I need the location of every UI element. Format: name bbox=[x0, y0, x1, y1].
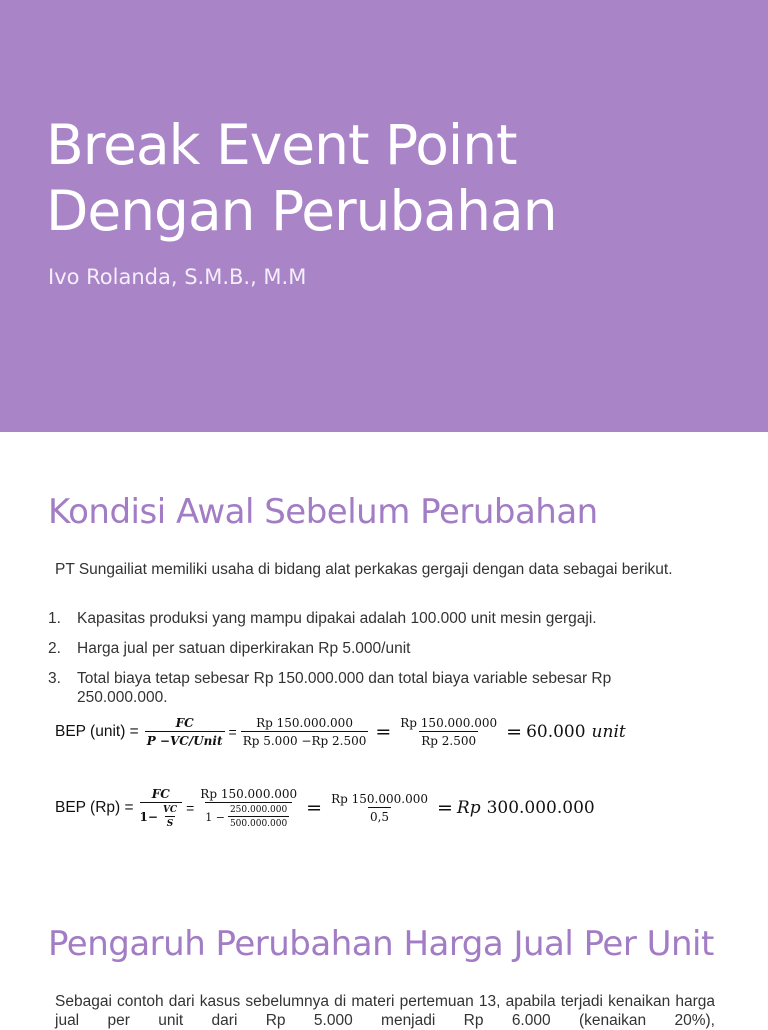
fraction-numerator: FC bbox=[175, 716, 194, 730]
equals-sign: = bbox=[436, 797, 453, 819]
fraction-denominator: S bbox=[165, 816, 176, 829]
list-item bbox=[48, 639, 688, 658]
fraction-numerator: Rp 150.000.000 bbox=[331, 792, 428, 806]
fraction-values bbox=[198, 787, 299, 829]
slide-subtitle: Ivo Rolanda, S.M.B., M.M bbox=[48, 265, 307, 289]
content-slide-initial-condition bbox=[0, 432, 768, 892]
slide-title-line-2: Dengan Perubahan bbox=[46, 179, 557, 243]
fraction-numerator: Rp 150.000.000 bbox=[200, 787, 298, 801]
slide-title-line-1: Break Event Point bbox=[46, 113, 517, 177]
fraction-denominator: Rp 2.500 bbox=[419, 731, 478, 748]
list-number: 2. bbox=[48, 640, 61, 657]
equals-sign: = bbox=[186, 800, 195, 816]
list-text: Total biaya tetap sebesar Rp 150.000.000 dan total biaya variable sebesar Rp 250.000.000. bbox=[77, 670, 612, 706]
body-paragraph: Sebagai contoh dari kasus sebelumnya di materi pertemuan 13, apabila terjadi kenaikan harga jual per unit dari Rp 5.000 menjadi Rp 6.000 (kenaikan 20%), bbox=[55, 993, 715, 1029]
list-text: Kapasitas produksi yang mampu dipakai adalah 100.000 unit mesin gergaji. bbox=[77, 610, 597, 627]
list-item bbox=[48, 609, 688, 628]
fraction-denominator: P −VC/Unit bbox=[145, 731, 225, 748]
list-number: 3. bbox=[48, 670, 61, 687]
fraction-numerator: 250.000.000 bbox=[229, 805, 288, 815]
fraction-numerator: FC bbox=[151, 787, 170, 801]
list-item bbox=[48, 669, 688, 707]
result-value: 300.000.000 bbox=[486, 798, 595, 818]
equals-sign: = bbox=[228, 724, 237, 740]
equals-sign: = bbox=[506, 721, 523, 743]
fraction-variable-over-sales bbox=[228, 805, 289, 829]
slide-heading: Pengaruh Perubahan Harga Jual Per Unit bbox=[48, 924, 714, 964]
denominator-prefix: 1 − bbox=[205, 810, 225, 824]
fraction-numerator: Rp 150.000.000 bbox=[256, 716, 353, 730]
fraction-numerator: Rp 150.000.000 bbox=[400, 716, 498, 730]
fraction-denominator: Rp 5.000 −Rp 2.500 bbox=[241, 731, 369, 748]
list-text: Harga jual per satuan diperkirakan Rp 5.000/unit bbox=[77, 640, 411, 657]
denominator-prefix: 1− bbox=[139, 810, 158, 824]
slide-heading: Kondisi Awal Sebelum Perubahan bbox=[48, 492, 598, 532]
data-list bbox=[48, 609, 688, 718]
fraction-simplified bbox=[329, 792, 430, 824]
fraction-vc-over-s bbox=[161, 805, 179, 829]
fraction-values bbox=[241, 716, 369, 748]
fraction-simplified bbox=[398, 716, 499, 748]
fraction-fc-over-ratio bbox=[140, 787, 183, 829]
equals-sign: = bbox=[306, 797, 323, 819]
formula-bep-rp bbox=[55, 787, 595, 829]
formula-label: BEP (Rp) = bbox=[55, 799, 134, 816]
result-unit: unit bbox=[591, 722, 626, 742]
title-slide bbox=[0, 0, 768, 432]
slide-title bbox=[46, 112, 746, 244]
result-value: 60.000 bbox=[526, 722, 586, 742]
fraction-fc-over-contribution bbox=[145, 716, 225, 748]
formula-bep-unit bbox=[55, 716, 626, 748]
fraction-numerator: VC bbox=[162, 805, 178, 815]
list-number: 1. bbox=[48, 610, 61, 627]
fraction-denominator: 500.000.000 bbox=[228, 816, 289, 829]
fraction-denominator: 0,5 bbox=[368, 807, 391, 824]
result-currency: Rp bbox=[456, 798, 481, 818]
intro-paragraph: PT Sungailiat memiliki usaha di bidang alat perkakas gergaji dengan data sebagai berikut. bbox=[55, 561, 673, 578]
fraction-denominator bbox=[205, 802, 292, 829]
formula-label: BEP (unit) = bbox=[55, 723, 139, 740]
equals-sign: = bbox=[375, 721, 392, 743]
fraction-denominator bbox=[140, 802, 183, 829]
content-slide-price-change bbox=[0, 892, 768, 1029]
